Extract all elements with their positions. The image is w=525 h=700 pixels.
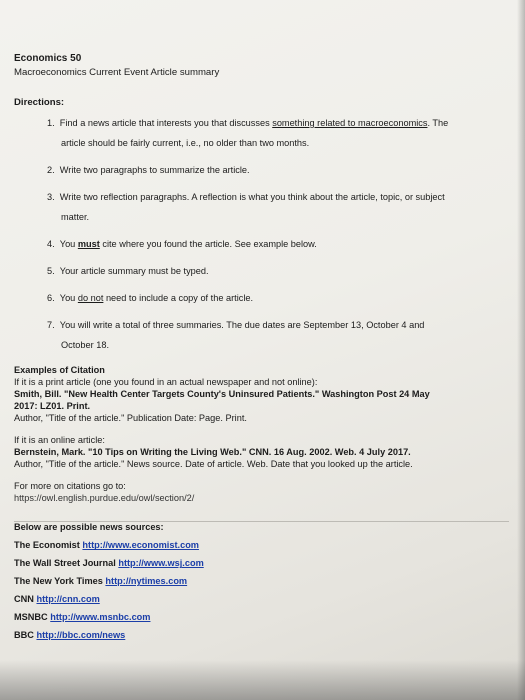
source-name: BBC	[14, 630, 34, 641]
direction-number: 6.	[47, 292, 55, 303]
sources-heading: Below are possible news sources:	[14, 522, 164, 533]
paper-edge-shadow	[517, 0, 525, 700]
direction-text: Write two reflection paragraphs. A reflection is what you think about the article, topic, or subject	[59, 191, 445, 202]
paper-fold-line	[14, 521, 509, 522]
online-format: Author, "Title of the article." News source. Date of article. Web. Date that you looked up the article.	[14, 458, 413, 469]
direction-number: 1.	[47, 117, 55, 128]
direction-item-5	[47, 261, 504, 281]
direction-item-6	[47, 288, 504, 308]
source-link[interactable]: http://www.msnbc.com	[50, 612, 151, 623]
source-link[interactable]: http://nytimes.com	[105, 576, 188, 587]
print-example-line-1: Smith, Bill. "New Health Center Targets County's Uninsured Patients." Washington Post 24 May	[14, 388, 430, 399]
direction-text: You will write a total of three summaries. The due dates are September 13, October 4 and	[59, 319, 425, 330]
direction-underlined: must	[77, 238, 100, 249]
direction-text: Find a news article that interests you that discusses	[59, 117, 273, 128]
direction-number: 7.	[47, 319, 55, 330]
citations-more-link[interactable]: https://owl.english.purdue.edu/owl/section/2/	[14, 492, 195, 503]
source-link[interactable]: http://www.wsj.com	[118, 558, 204, 569]
direction-item-3	[47, 187, 504, 227]
print-example-line-2: 2017: LZ01. Print.	[14, 400, 91, 411]
direction-number: 3.	[47, 191, 55, 202]
source-name: The New York Times	[14, 576, 103, 587]
direction-underlined: something related to macroeconomics	[272, 117, 428, 128]
direction-item-1	[47, 113, 504, 153]
direction-text: cite where you found the article. See example below.	[99, 238, 317, 249]
citations-more-label: For more on citations go to:	[14, 480, 126, 491]
direction-number: 2.	[47, 164, 55, 175]
directions-list	[14, 113, 504, 355]
source-name: MSNBC	[14, 612, 48, 623]
source-name: CNN	[14, 594, 34, 605]
direction-item-4	[47, 234, 504, 254]
direction-text: Write two paragraphs to summarize the article.	[59, 164, 250, 175]
direction-underlined: do not	[77, 292, 104, 303]
source-name: The Economist	[14, 540, 80, 551]
print-intro: If it is a print article (one you found in an actual newspaper and not online):	[14, 376, 318, 387]
paper-bottom-shadow	[0, 660, 525, 700]
news-sources-section	[14, 522, 504, 642]
direction-text: You	[59, 238, 78, 249]
direction-text: You	[59, 292, 78, 303]
directions-heading: Directions:	[14, 97, 65, 109]
source-item	[14, 630, 504, 642]
direction-item-2	[47, 160, 504, 180]
direction-number: 4.	[47, 238, 55, 249]
direction-text-cont: article should be fairly current, i.e., no older than two months.	[61, 137, 310, 148]
print-format: Author, "Title of the article." Publication Date: Page. Print.	[14, 412, 247, 423]
direction-text-cont: matter.	[61, 211, 90, 222]
direction-text-cont: October 18.	[61, 339, 110, 350]
source-link[interactable]: http://cnn.com	[36, 594, 100, 605]
direction-item-7	[47, 315, 504, 355]
direction-text: . The	[427, 117, 449, 128]
source-link[interactable]: http://bbc.com/news	[36, 630, 126, 641]
source-item	[14, 540, 504, 552]
document-body	[14, 52, 504, 648]
source-item	[14, 558, 504, 570]
source-item	[14, 576, 504, 588]
course-title: Economics 50	[14, 53, 82, 64]
direction-number: 5.	[47, 265, 55, 276]
source-link[interactable]: http://www.economist.com	[82, 540, 199, 551]
source-item	[14, 612, 504, 624]
assignment-title: Macroeconomics Current Event Article summary	[14, 67, 220, 78]
source-item	[14, 594, 504, 606]
direction-text: Your article summary must be typed.	[59, 265, 209, 276]
online-intro: If it is an online article:	[14, 434, 105, 445]
citation-heading: Examples of Citation	[14, 364, 105, 375]
online-example: Bernstein, Mark. "10 Tips on Writing the Living Web." CNN. 16 Aug. 2002. Web. 4 July 2017.	[14, 446, 411, 457]
citation-section	[14, 365, 504, 505]
source-name: The Wall Street Journal	[14, 558, 116, 569]
direction-text: need to include a copy of the article.	[103, 292, 254, 303]
